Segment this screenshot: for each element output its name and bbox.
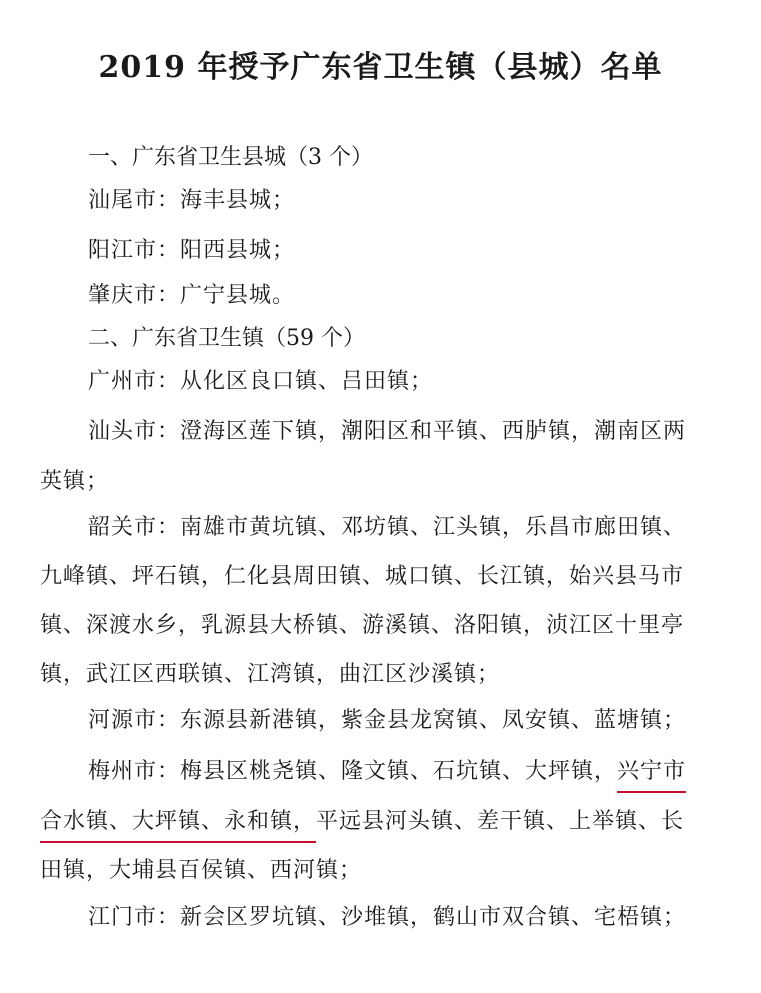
section-heading-county: 一、广东省卫生县城（3 个） <box>88 145 373 170</box>
list-item-heyuan: 河源市：东源县新港镇，紫金县龙窝镇、凤安镇、蓝塘镇； <box>88 708 687 733</box>
list-item-shaoguan-line2: 九峰镇、坪石镇，仁化县周田镇、城口镇、长江镇，始兴县马市 <box>40 564 685 589</box>
list-item-shantou-line2: 英镇； <box>40 469 110 494</box>
list-item-guangzhou: 广州市：从化区良口镇、吕田镇； <box>88 369 434 394</box>
list-item-shanwei: 汕尾市：海丰县城； <box>88 188 296 213</box>
list-item-meizhou-line1 <box>88 756 761 788</box>
meizhou-text-part: 梅州市：梅县区桃尧镇、隆文镇、石坑镇、大坪镇， <box>88 759 618 784</box>
list-item-shaoguan-line3: 镇、深渡水乡，乳源县大桥镇、游溪镇、洛阳镇，浈江区十里亭 <box>40 613 685 638</box>
highlighted-text-towns: 合水镇、大坪镇、永和镇， <box>40 806 316 838</box>
list-item-meizhou-line3: 田镇，大埔县百侯镇、西河镇； <box>40 858 363 883</box>
list-item-shantou-line1: 汕头市：澄海区莲下镇，潮阳区和平镇、西胪镇，潮南区两 <box>88 419 687 444</box>
list-item-zhaoqing: 肇庆市：广宁县城。 <box>88 283 296 308</box>
highlighted-text-xingning: 兴宁市 <box>617 756 686 788</box>
list-item-yangjiang: 阳江市：阳西县城； <box>88 238 296 263</box>
list-item-jiangmen: 江门市：新会区罗坑镇、沙堆镇，鹤山市双合镇、宅梧镇； <box>88 905 687 930</box>
section-heading-town: 二、广东省卫生镇（59 个） <box>88 326 365 351</box>
list-item-shaoguan-line4: 镇，武江区西联镇、江湾镇，曲江区沙溪镇； <box>40 662 501 687</box>
list-item-meizhou-line2 <box>40 806 730 838</box>
list-item-shaoguan-line1: 韶关市：南雄市黄坑镇、邓坊镇、江头镇，乐昌市廊田镇、 <box>88 515 687 540</box>
document-title: 2019 年授予广东省卫生镇（县城）名单 <box>98 50 663 85</box>
meizhou-text-part: 平远县河头镇、差干镇、上举镇、长 <box>316 809 685 834</box>
